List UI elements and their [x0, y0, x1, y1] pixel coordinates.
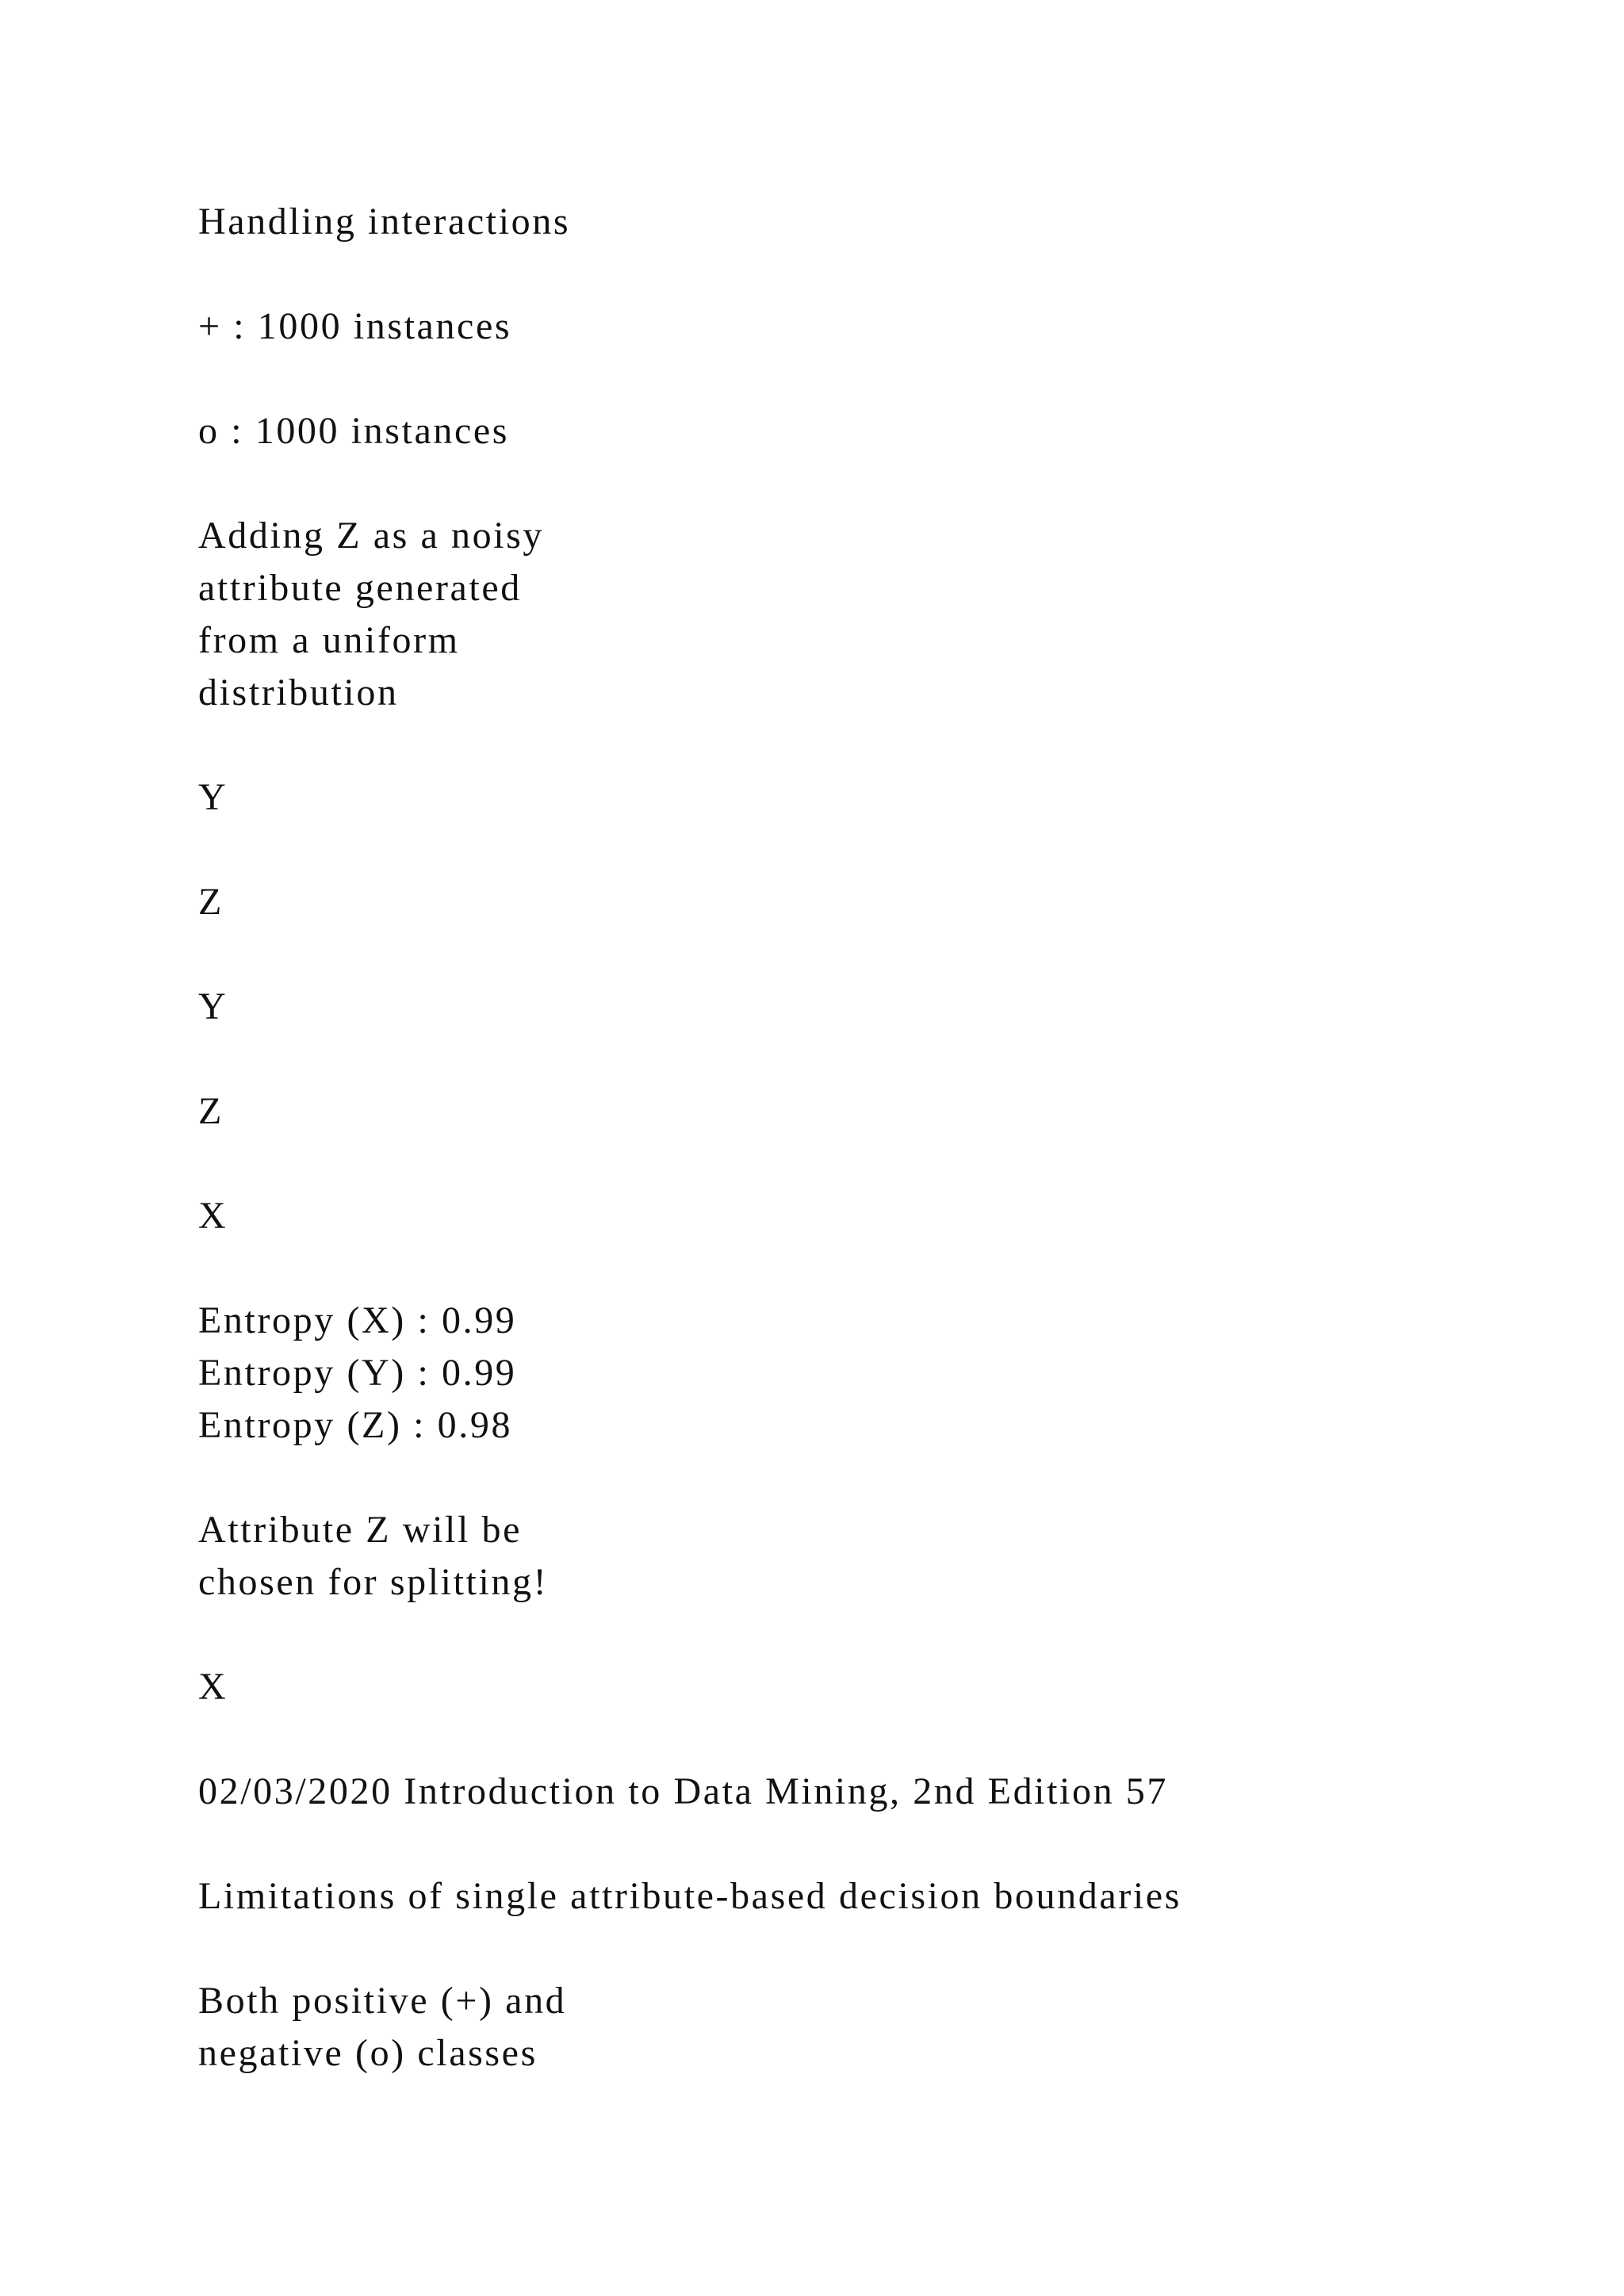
noise-note-line: distribution [198, 672, 399, 714]
classes-note [198, 1975, 1586, 2080]
plus-instances-text: + : 1000 instances [198, 305, 512, 347]
document-body [198, 196, 1586, 2132]
conclusion-line: chosen for splitting! [198, 1561, 549, 1603]
noise-note-line: Adding Z as a noisy [198, 515, 545, 557]
axis-label-y: Y [198, 776, 228, 818]
conclusion-line: Attribute Z will be [198, 1509, 522, 1551]
noise-note-line: from a uniform [198, 619, 460, 661]
conclusion-note [198, 1504, 1586, 1609]
entropy-list [198, 1295, 1586, 1452]
entropy-y-text: Entropy (Y) : 0.99 [198, 1352, 517, 1394]
classes-note-line: Both positive (+) and [198, 1980, 567, 2022]
slide-heading: Handling interactions [198, 201, 571, 243]
classes-note-line: negative (o) classes [198, 2032, 538, 2074]
entropy-x-text: Entropy (X) : 0.99 [198, 1299, 517, 1341]
section-heading: Limitations of single attribute-based decision boundaries [198, 1875, 1182, 1917]
o-instances-text: o : 1000 instances [198, 410, 510, 452]
slide-footer: 02/03/2020 Introduction to Data Mining, 2nd Edition 57 [198, 1770, 1168, 1812]
noise-note-line: attribute generated [198, 567, 522, 609]
axis-label-x: X [198, 1666, 228, 1708]
axis-label-y: Y [198, 985, 228, 1027]
axis-label-z: Z [198, 881, 224, 923]
axis-label-x: X [198, 1195, 228, 1237]
entropy-z-text: Entropy (Z) : 0.98 [198, 1404, 513, 1446]
axis-label-z: Z [198, 1090, 224, 1132]
noise-note [198, 510, 1586, 719]
